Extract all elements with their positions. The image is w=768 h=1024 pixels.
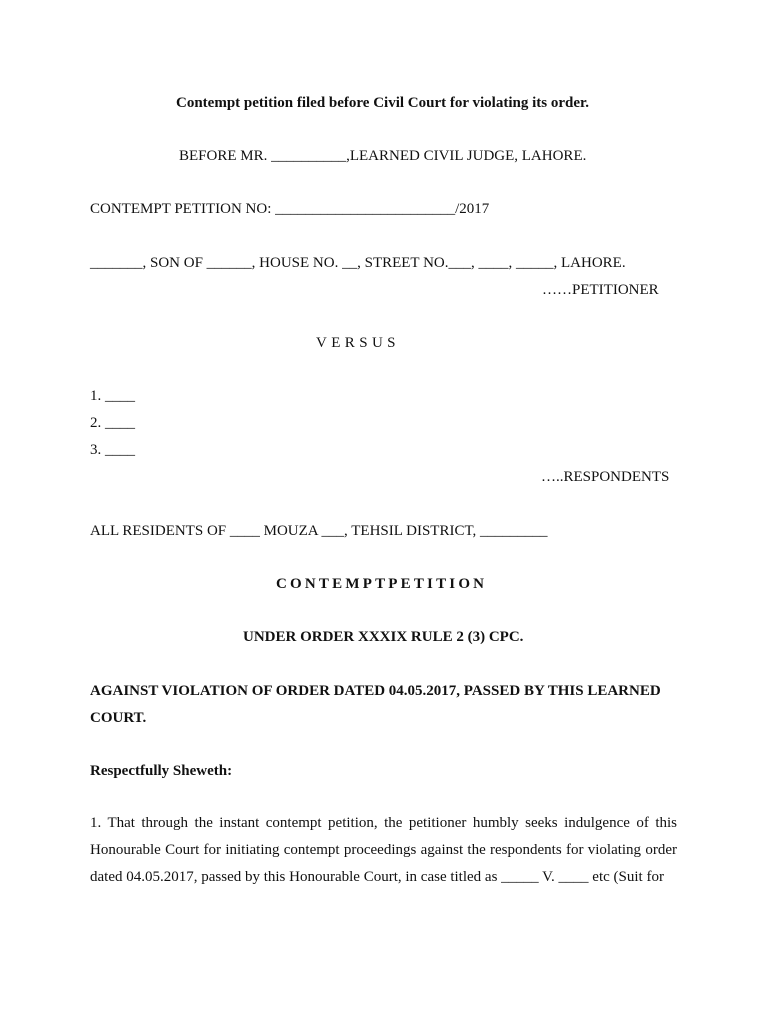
respondents-label: …..RESPONDENTS bbox=[541, 469, 670, 485]
petitioner-label: ……PETITIONER bbox=[542, 282, 659, 298]
before-judge-line: BEFORE MR. __________,LEARNED CIVIL JUDGE, LAHORE. bbox=[179, 148, 587, 164]
paragraph-1: 1. That through the instant contempt petition, the petitioner humbly seeks indulgence of this Honourable Court for initiating contempt proceedings against the respondents for violating order dated 04.05.2017, passed by this Honourable Court, in case titled as _____ V. ____ etc (Suit for bbox=[90, 815, 677, 885]
respondent-item-3: 3. ____ bbox=[90, 442, 135, 458]
petition-number-line: CONTEMPT PETITION NO: ________________________/2017 bbox=[90, 201, 490, 217]
respondent-item-1: 1. ____ bbox=[90, 388, 135, 404]
respondent-item-2: 2. ____ bbox=[90, 415, 135, 431]
respectfully-sheweth: Respectfully Sheweth: bbox=[90, 763, 233, 779]
petitioner-details: _______, SON OF ______, HOUSE NO. __, STREET NO.___, ____, _____, LAHORE. bbox=[90, 255, 626, 271]
against-violation-line-2: COURT. bbox=[90, 710, 147, 726]
residents-line: ALL RESIDENTS OF ____ MOUZA ___, TEHSIL DISTRICT, _________ bbox=[90, 523, 548, 539]
under-order-heading: UNDER ORDER XXXIX RULE 2 (3) CPC. bbox=[243, 629, 524, 645]
versus-heading: VERSUS bbox=[316, 335, 400, 351]
document-title: Contempt petition filed before Civil Court for violating its order. bbox=[176, 95, 590, 111]
against-violation-line-1: AGAINST VIOLATION OF ORDER DATED 04.05.2017, PASSED BY THIS LEARNED bbox=[90, 683, 661, 699]
petition-heading: CONTEMPTPETITION bbox=[276, 576, 488, 592]
